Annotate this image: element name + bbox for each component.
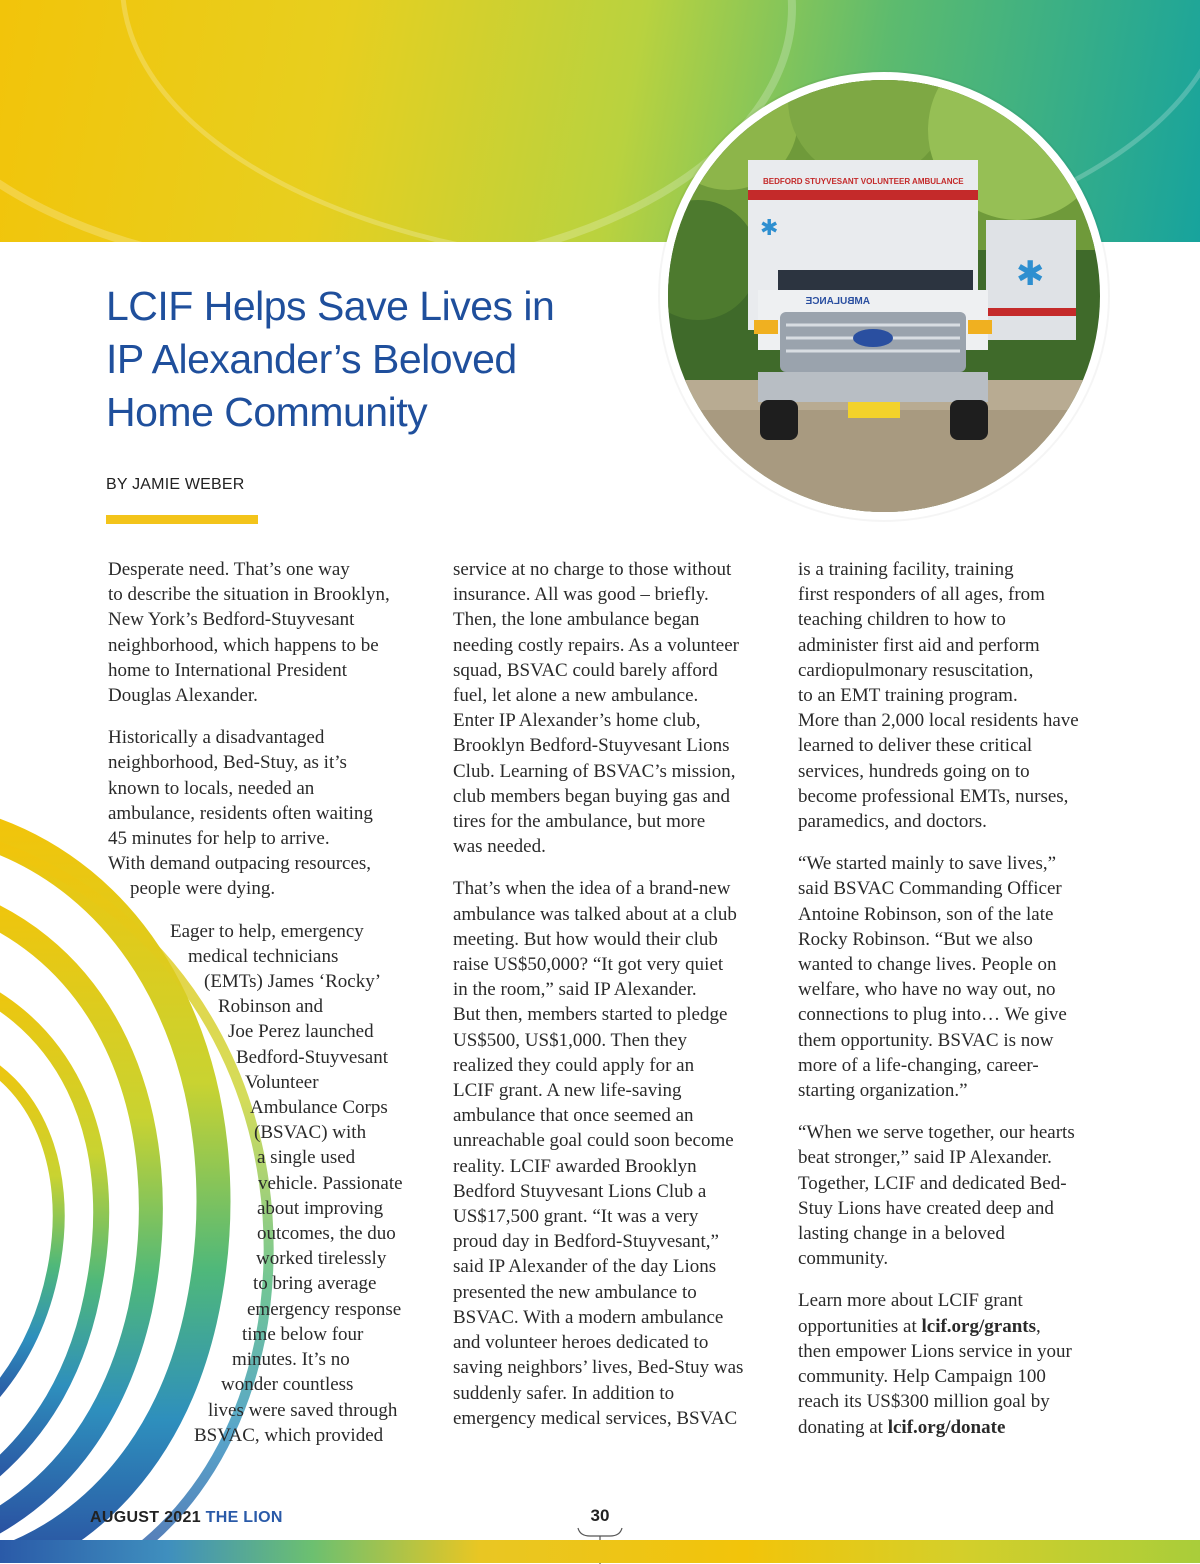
text-line: More than 2,000 local residents have — [798, 710, 1079, 732]
text-line: said IP Alexander of the day Lions — [453, 1256, 717, 1278]
text-line: Bedford-Stuyvesant — [236, 1046, 388, 1068]
text-line: club members began buying gas and — [453, 785, 731, 807]
text-line: reach its US$300 million goal by — [798, 1391, 1050, 1413]
footer-date: AUGUST 2021 — [90, 1509, 201, 1526]
text-line — [798, 1314, 1118, 1339]
text-line: starting organization.” — [798, 1080, 968, 1102]
text-line: Rocky Robinson. “But we also — [798, 928, 1033, 950]
paragraph — [453, 876, 778, 1430]
grants-link[interactable]: lcif.org/grants — [921, 1315, 1036, 1337]
text-line: services, hundreds going on to — [798, 760, 1030, 782]
text-line: Volunteer — [245, 1071, 319, 1093]
text-line: Robinson and — [218, 996, 324, 1018]
text-line: more of a life-changing, career- — [798, 1054, 1039, 1076]
text-line: Antoine Robinson, son of the late — [798, 903, 1054, 925]
text-line: Joe Perez launched — [228, 1021, 374, 1043]
text-line: teaching children to how to — [798, 609, 1006, 631]
paragraph — [108, 557, 438, 708]
text-line: beat stronger,” said IP Alexander. — [798, 1147, 1052, 1169]
text-line: paramedics, and doctors. — [798, 811, 987, 833]
text-line: realized they could apply for an — [453, 1054, 695, 1076]
text-line: cardiopulmonary resuscitation, — [798, 659, 1034, 681]
text-line: to describe the situation in Brooklyn, — [108, 584, 390, 606]
text-line: about improving — [257, 1197, 384, 1219]
footer-magazine: THE LION — [205, 1509, 283, 1526]
text-line: learned to deliver these critical — [798, 735, 1033, 757]
page-number: 30 — [590, 1506, 610, 1525]
footer-gradient-band — [0, 1540, 1200, 1563]
text-line: 45 minutes for help to arrive. — [108, 828, 330, 850]
donate-link[interactable]: lcif.org/donate — [887, 1416, 1006, 1438]
text-line: suddenly safer. In addition to — [453, 1382, 675, 1404]
article-column-3 — [798, 557, 1118, 1457]
text-line: worked tirelessly — [256, 1248, 387, 1270]
text-line: was needed. — [453, 836, 546, 858]
text-line: ambulance that once seemed an — [453, 1105, 694, 1127]
text-line: tires for the ambulance, but more — [453, 811, 706, 833]
text-line: Desperate need. That’s one way — [108, 559, 350, 580]
text-line: (EMTs) James ‘Rocky’ — [204, 971, 382, 993]
text-line: administer first aid and perform — [798, 634, 1040, 656]
text-line: saving neighbors’ lives, Bed-Stuy was — [453, 1357, 744, 1379]
text-line: connections to plug into… We give — [798, 1004, 1067, 1026]
text-line: community. Help Campaign 100 — [798, 1366, 1046, 1388]
text-line: meeting. But how would their club — [453, 928, 718, 950]
text-line: welfare, who have no way out, no — [798, 979, 1056, 1001]
text-line: community. — [798, 1248, 889, 1270]
star-of-life-icon: ✱ — [760, 216, 779, 241]
text-line: medical technicians — [188, 945, 339, 967]
accent-rule — [106, 515, 258, 524]
text-line: is a training facility, training — [798, 559, 1014, 580]
title-line: Home Community — [106, 389, 428, 435]
text-line: Stuy Lions have created deep and — [798, 1197, 1054, 1219]
text-line: LCIF grant. A new life-saving — [453, 1080, 682, 1102]
text-line: lasting change in a beloved — [798, 1223, 1005, 1245]
text-line: then empower Lions service in your — [798, 1340, 1072, 1362]
text-line: Douglas Alexander. — [108, 685, 258, 707]
text-line: in the room,” said IP Alexander. — [453, 979, 697, 1001]
text-line: them opportunity. BSVAC is now — [798, 1029, 1054, 1051]
text-line: raise US$50,000? “It got very quiet — [453, 954, 724, 976]
text-line: reality. LCIF awarded Brooklyn — [453, 1155, 697, 1177]
text-line: ambulance, residents often waiting — [108, 802, 373, 824]
paragraph — [798, 851, 1118, 1103]
text-line: outcomes, the duo — [257, 1223, 396, 1245]
footer-issue — [90, 1509, 283, 1527]
article-title — [106, 280, 666, 439]
title-line: IP Alexander’s Beloved — [106, 336, 517, 382]
paragraph — [108, 725, 438, 901]
text-line: time below four — [242, 1323, 364, 1345]
paragraph — [453, 557, 778, 859]
text-line: Then, the lone ambulance began — [453, 609, 700, 631]
paragraph — [798, 1288, 1118, 1439]
text-line: Historically a disadvantaged — [108, 727, 325, 749]
ambulance-illustration — [668, 80, 1100, 512]
text-line: insurance. All was good – briefly. — [453, 584, 709, 606]
text-line: minutes. It’s no — [232, 1349, 350, 1371]
text-line: a single used — [257, 1147, 356, 1169]
text-line: needing costly repairs. As a volunteer — [453, 634, 739, 656]
text-line: emergency response — [247, 1298, 402, 1320]
text-fragment: , — [1036, 1315, 1041, 1337]
text-line: (BSVAC) with — [254, 1122, 367, 1144]
article-column-1 — [108, 557, 438, 1465]
text-line: become professional EMTs, nurses, — [798, 785, 1069, 807]
text-line: home to International President — [108, 659, 348, 681]
ambulance-photo — [668, 80, 1100, 512]
article-column-2 — [453, 557, 778, 1448]
text-line: neighborhood, Bed-Stuy, as it’s — [108, 752, 347, 774]
byline: BY JAMIE WEBER — [106, 476, 245, 493]
text-line: to bring average — [253, 1273, 377, 1295]
text-line: to an EMT training program. — [798, 685, 1018, 707]
paragraph — [798, 1120, 1118, 1271]
text-line: lives were saved through — [208, 1399, 398, 1421]
text-line: presented the new ambulance to — [453, 1281, 697, 1303]
text-line: service at no charge to those without — [453, 559, 732, 580]
text-line: squad, BSVAC could barely afford — [453, 659, 718, 681]
paragraph — [108, 919, 438, 1448]
text-line: With demand outpacing resources, — [108, 853, 372, 875]
text-line: first responders of all ages, from — [798, 584, 1045, 606]
text-line: unreachable goal could soon become — [453, 1130, 734, 1152]
text-line: “When we serve together, our hearts — [798, 1122, 1075, 1144]
text-line: vehicle. Passionate — [258, 1172, 403, 1194]
title-line: LCIF Helps Save Lives in — [106, 283, 555, 329]
text-line: proud day in Bedford-Stuyvesant,” — [453, 1231, 719, 1253]
text-line: known to locals, needed an — [108, 777, 315, 799]
text-fragment: opportunities at — [798, 1315, 922, 1337]
text-line: Brooklyn Bedford-Stuyvesant Lions — [453, 735, 730, 757]
text-line: wonder countless — [221, 1374, 354, 1396]
text-line: Ambulance Corps — [250, 1097, 388, 1119]
text-line: emergency medical services, BSVAC — [453, 1407, 738, 1429]
ambulance-sign-text: BEDFORD STUYVESANT VOLUNTEER AMBULANCE — [763, 177, 964, 186]
hood-text: AMBULANCE — [805, 296, 870, 307]
text-line: “We started mainly to save lives,” — [798, 853, 1057, 875]
text-line: and volunteer heroes dedicated to — [453, 1332, 709, 1354]
text-fragment: donating at — [798, 1416, 888, 1438]
text-line: Eager to help, emergency — [170, 920, 364, 942]
text-line: Enter IP Alexander’s home club, — [453, 710, 701, 732]
text-line: said BSVAC Commanding Officer — [798, 878, 1062, 900]
text-line: ambulance was talked about at a club — [453, 903, 737, 925]
text-line — [798, 1415, 1118, 1440]
text-line: neighborhood, which happens to be — [108, 634, 379, 656]
text-line: wanted to change lives. People on — [798, 954, 1057, 976]
text-line: That’s when the idea of a brand-new — [453, 878, 731, 900]
text-line: US$500, US$1,000. Then they — [453, 1029, 687, 1051]
text-line: Together, LCIF and dedicated Bed- — [798, 1172, 1067, 1194]
text-line: Learn more about LCIF grant — [798, 1290, 1023, 1312]
text-line: BSVAC, which provided — [194, 1424, 384, 1446]
text-line: Club. Learning of BSVAC’s mission, — [453, 760, 736, 782]
text-line: US$17,500 grant. “It was a very — [453, 1206, 699, 1228]
text-line: people were dying. — [130, 878, 276, 900]
text-line: fuel, let alone a new ambulance. — [453, 685, 699, 707]
text-line: But then, members started to pledge — [453, 1004, 728, 1026]
text-line: BSVAC. With a modern ambulance — [453, 1306, 724, 1328]
text-line: Bedford Stuyvesant Lions Club a — [453, 1180, 707, 1202]
star-of-life-icon: ✱ — [1016, 254, 1045, 294]
paragraph — [798, 557, 1118, 834]
text-line: New York’s Bedford-Stuyvesant — [108, 609, 355, 631]
